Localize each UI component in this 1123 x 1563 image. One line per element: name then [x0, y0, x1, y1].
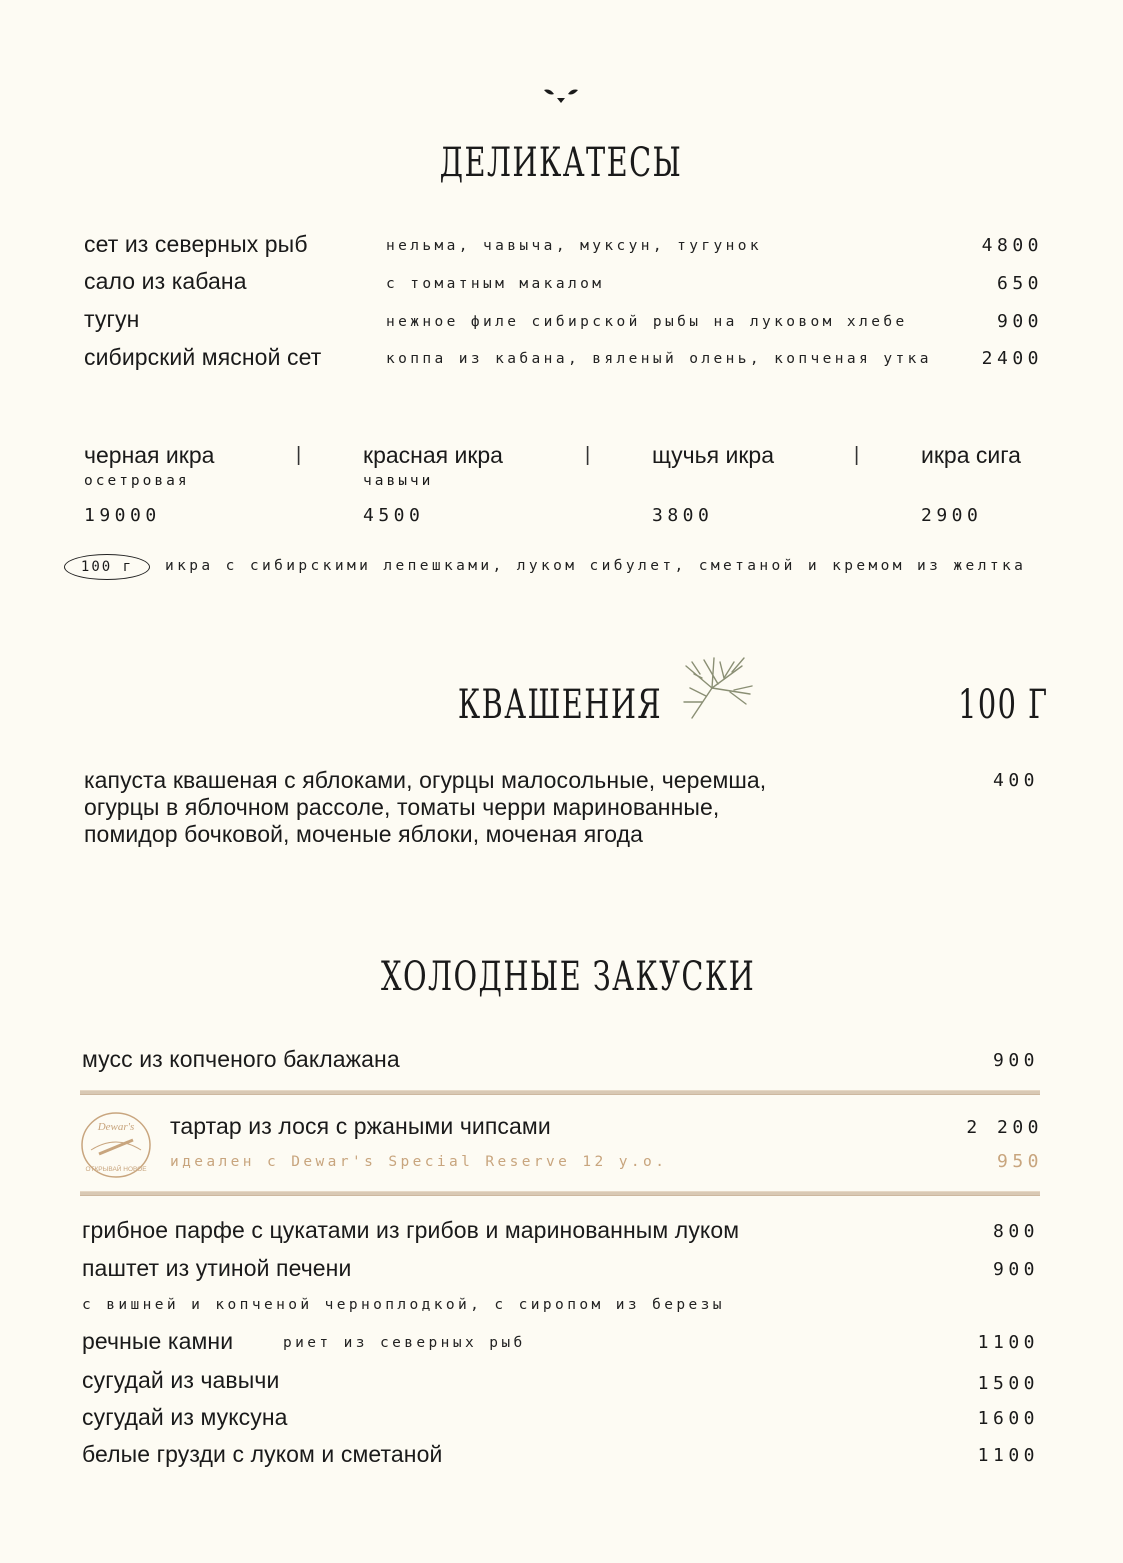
caviar-price: 19000 [84, 505, 161, 526]
portion-badge: 100 г [64, 554, 150, 580]
menu-item-desc: риет из северных рыб [283, 1335, 526, 1351]
menu-item-name: сет из северных рыб [84, 231, 308, 257]
menu-item-price: 650 [996, 273, 1043, 294]
menu-item-price: 1600 [977, 1408, 1039, 1429]
section-title-pickles: КВАШЕНИЯ [457, 682, 663, 728]
menu-item-price: 1100 [977, 1445, 1039, 1466]
menu-item-name: речные камни [82, 1328, 234, 1354]
menu-item-name: грибное парфе с цукатами из грибов и маринованным луком [82, 1217, 740, 1243]
menu-item-name: сибирский мясной сет [84, 344, 322, 370]
pickles-line: капуста квашеная с яблоками, огурцы малосольные, черемша, [84, 767, 767, 793]
dewars-logo [79, 1110, 153, 1180]
caviar-name: щучья икра [652, 442, 774, 468]
menu-item-price: 2400 [981, 348, 1043, 369]
menu-item-name: сало из кабана [84, 268, 247, 294]
caviar-subtitle: осетровая [84, 473, 190, 489]
caviar-price: 3800 [652, 505, 714, 526]
divider [80, 1191, 1040, 1196]
section-title-cold: ХОЛОДНЫЕ ЗАКУСКИ [381, 954, 756, 1000]
dewars-slogan: ОТКРЫВАЙ НОВОЕ [85, 1166, 147, 1173]
divider: | [296, 444, 302, 466]
pickles-price: 400 [992, 770, 1039, 791]
caviar-name: черная икра [84, 442, 215, 468]
divider [80, 1090, 1040, 1095]
menu-item-name: паштет из утиной печени [82, 1255, 352, 1281]
menu-item-desc: коппа из кабана, вяленый олень, копченая утка [386, 351, 932, 367]
caviar-price: 2900 [921, 505, 983, 526]
menu-item-note: с вишней и копченой черноплодкой, с сиропом из березы [82, 1297, 725, 1313]
menu-item-price: 900 [996, 311, 1043, 332]
caviar-name: икра сига [921, 442, 1021, 468]
dewars-brand: Dewar's [97, 1121, 135, 1133]
menu-item-name: мусс из копченого баклажана [82, 1046, 400, 1072]
caviar-subtitle: чавычи [363, 473, 434, 489]
menu-item-name: белые грузди с луком и сметаной [82, 1441, 443, 1467]
section-title-delicacies: ДЕЛИКАТЕСЫ [439, 140, 683, 186]
pairing-note: идеален с Dewar's Special Reserve 12 у.о. [170, 1154, 668, 1170]
menu-item-price: 1500 [977, 1373, 1039, 1394]
menu-item-desc: нельма, чавыча, муксун, тугунок [386, 238, 763, 254]
menu-item-price: 2 200 [966, 1117, 1043, 1138]
menu-item-name: сугудай из муксуна [82, 1404, 288, 1430]
pairing-price: 950 [996, 1151, 1043, 1172]
caviar-note: икра с сибирскими лепешками, луком сибулет, сметаной и кремом из желтка [165, 558, 1027, 574]
menu-item-price: 900 [992, 1050, 1039, 1071]
menu-item-name: тугун [84, 306, 140, 332]
menu-item-price: 4800 [981, 235, 1043, 256]
menu-item-price: 900 [992, 1259, 1039, 1280]
cat-face-icon [540, 86, 582, 106]
pickles-line: огурцы в яблочном рассоле, томаты черри маринованные, [84, 794, 720, 820]
menu-item-desc: с томатным макалом [386, 276, 605, 292]
caviar-name: красная икра [363, 442, 503, 468]
divider: | [585, 444, 591, 466]
menu-item-name: сугудай из чавычи [82, 1367, 280, 1393]
divider: | [854, 444, 860, 466]
portion-size: 100 Г [958, 682, 1049, 728]
menu-item-price: 800 [992, 1221, 1039, 1242]
caviar-price: 4500 [363, 505, 425, 526]
pickles-line: помидор бочковой, моченые яблоки, моченая ягода [84, 821, 644, 847]
menu-item-desc: нежное филе сибирской рыбы на луковом хлебе [386, 314, 908, 330]
dill-sprig-icon [672, 652, 756, 722]
menu-item-price: 1100 [977, 1332, 1039, 1353]
menu-item-name: тартар из лося с ржаными чипсами [170, 1113, 551, 1139]
